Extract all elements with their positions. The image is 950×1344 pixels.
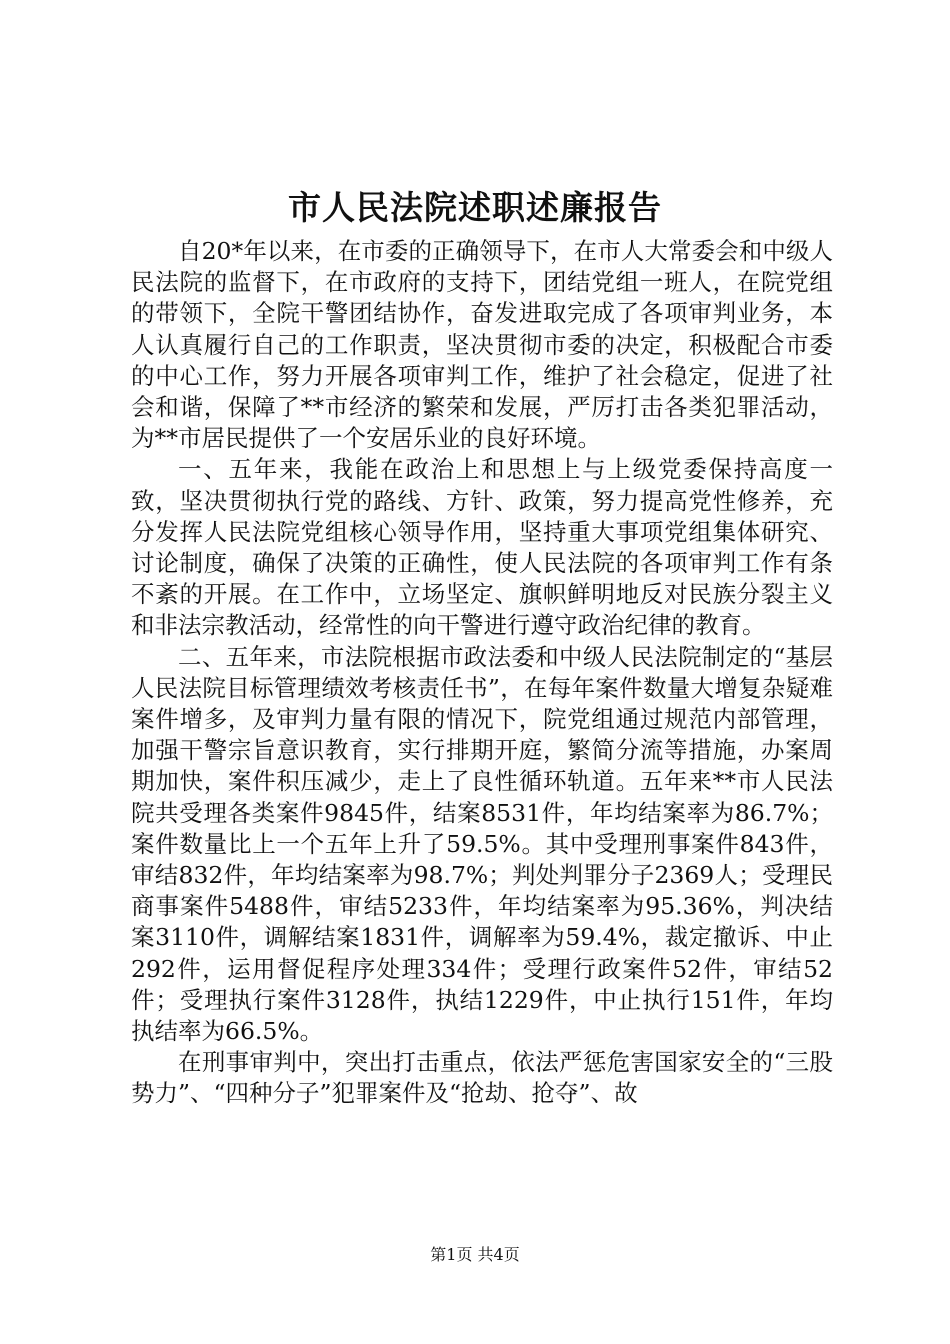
document-title: 市人民法院述职述廉报告	[288, 188, 662, 227]
paragraph-section-one: 一、五年来，我能在政治上和思想上与上级党委保持高度一致，坚决贯彻执行党的路线、方针、政策，努力提高党性修养，充分发挥人民法院党组核心领导作用，坚持重大事项党组集体研究、讨论制度，确保了决策的正确性，使人民法院的各项审判工作有条不紊的开展。在工作中，立场坚定、旗帜鲜明地反对民族分裂主义和非法宗教活动，经常性的向干警进行遵守政治纪律的教育。	[131, 455, 833, 640]
page-footer: 第1页 共4页	[430, 1245, 520, 1264]
paragraph-criminal-trial: 在刑事审判中，突出打击重点，依法严惩危害国家安全的“三股势力”、“四种分子”犯罪案件及“抢劫、抢夺”、故	[131, 1048, 833, 1108]
paragraph-intro: 自20*年以来，在市委的正确领导下，在市人大常委会和中级人民法院的监督下，在市政府的支持下，团结党组一班人，在院党组的带领下，全院干警团结协作，奋发进取完成了各项审判业务，本人认真履行自己的工作职责，坚决贯彻市委的决定，积极配合市委的中心工作，努力开展各项审判工作，维护了社会稳定，促进了社会和谐，保障了**市经济的繁荣和发展，严厉打击各类犯罪活动，为**市居民提供了一个安居乐业的良好环境。	[131, 237, 833, 453]
document-body	[131, 236, 833, 1110]
paragraph-section-two: 二、五年来，市法院根据市政法委和中级人民法院制定的“基层人民法院目标管理绩效考核责任书”，在每年案件数量大增复杂疑难案件增多，及审判力量有限的情况下，院党组通过规范内部管理，加强干警宗旨意识教育，实行排期开庭，繁简分流等措施，办案周期加快，案件积压减少，走上了良性循环轨道。五年来**市人民法院共受理各类案件9845件，结案8531件，年均结案率为86.7%；案件数量比上一个五年上升了59.5%。其中受理刑事案件843件，审结832件，年均结案率为98.7%；判处判罪分子2369人；受理民商事案件5488件，审结5233件，年均结案率为95.36%，判决结案3110件，调解结案1831件，调解率为59.4%，裁定撤诉、中止292件，运用督促程序处理334件；受理行政案件52件，审结52件；受理执行案件3128件，执结1229件，中止执行151件，年均执结率为66.5%。	[131, 642, 833, 1046]
